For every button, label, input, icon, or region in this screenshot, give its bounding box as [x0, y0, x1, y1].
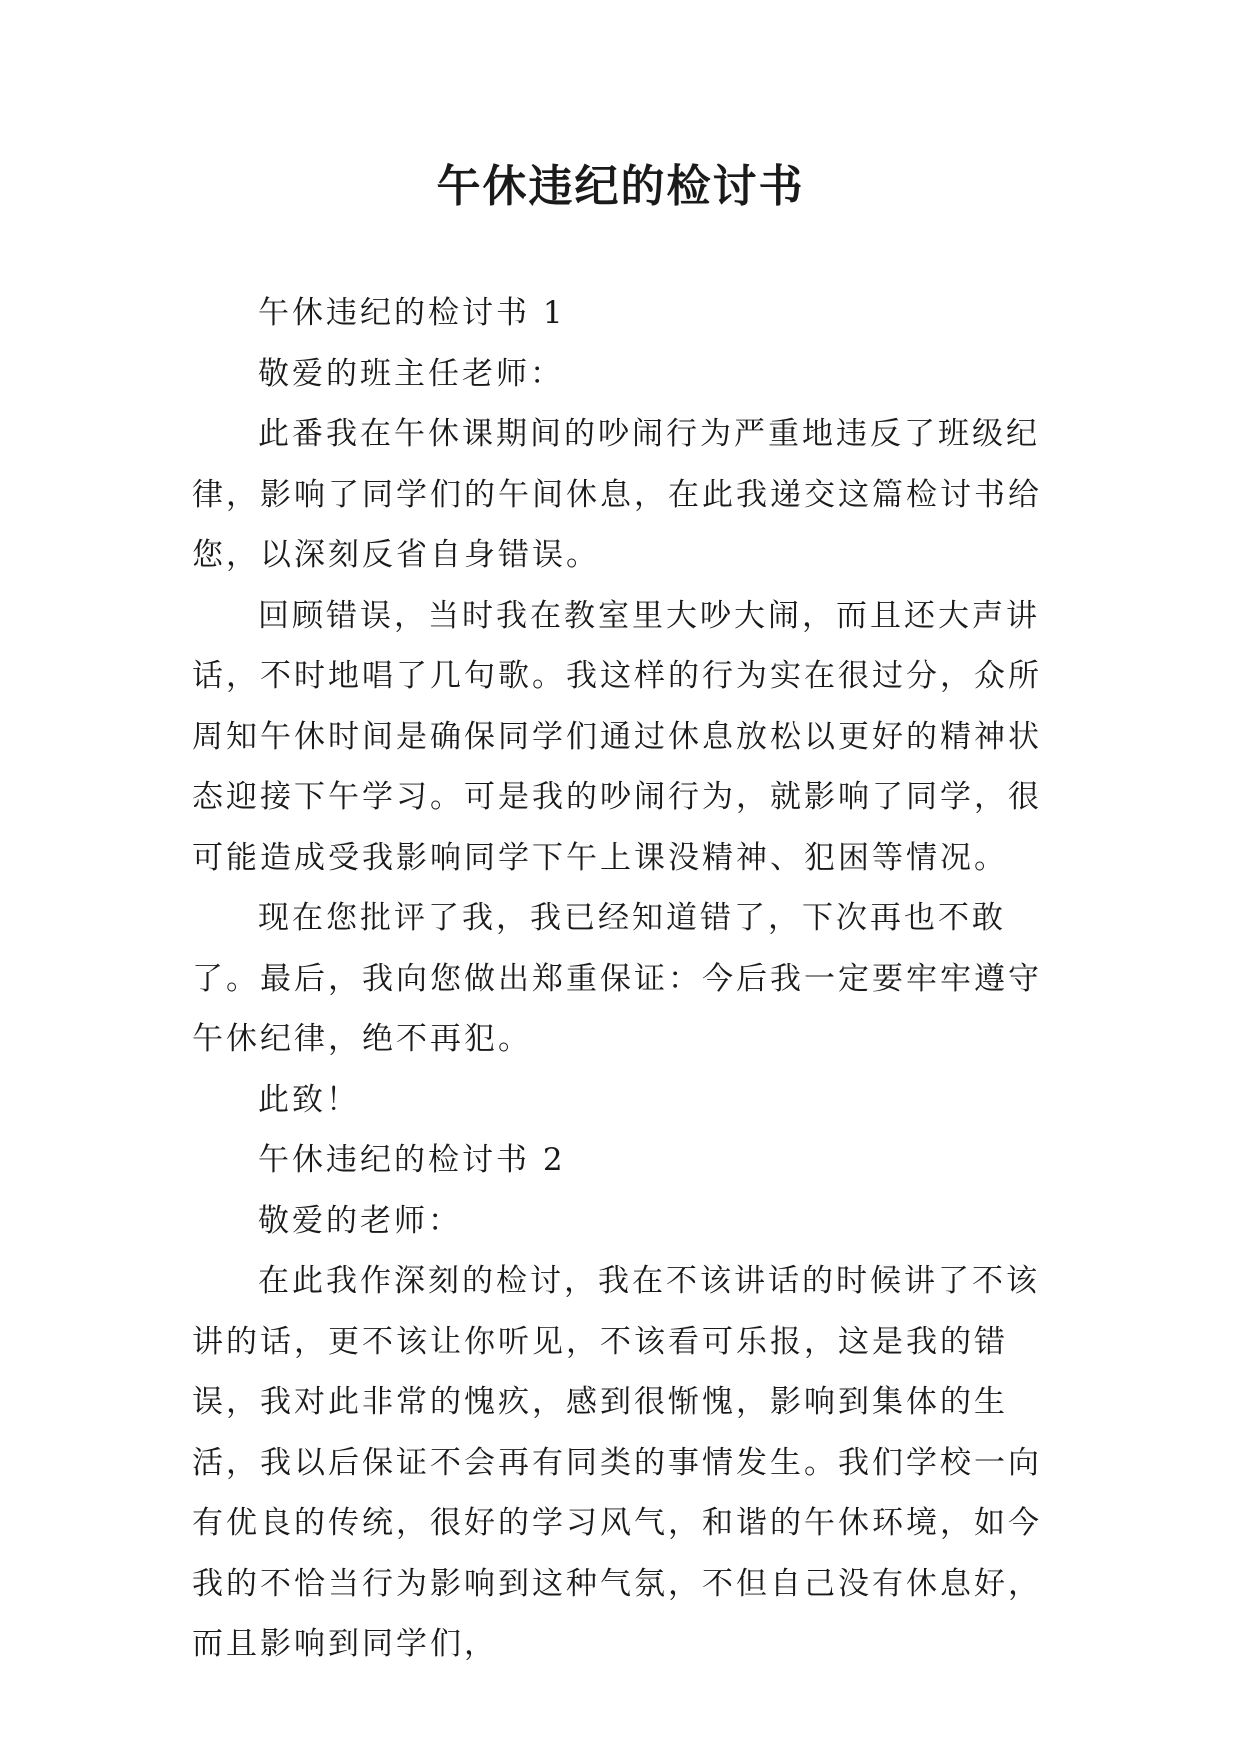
- document-title: 午休违纪的检讨书: [436, 161, 805, 212]
- document-body: [192, 283, 1052, 1675]
- salutation-2: 敬爱的老师：: [258, 1202, 462, 1239]
- paragraph: 此番我在午休课期间的吵闹行为严重地违反了班级纪律，影响了同学们的午间休息，在此我递交这篇检讨书给您，以深刻反省自身错误。: [192, 416, 1042, 573]
- section-heading-2: 午休违纪的检讨书 2: [258, 1142, 566, 1178]
- paragraph: 回顾错误，当时我在教室里大吵大闹，而且还大声讲话，不时地唱了几句歌。我这样的行为实在很过分，众所周知午休时间是确保同学们通过休息放松以更好的精神状态迎接下午学习。可是我的吵闹行为，就影响了同学，很可能造成受我影响同学下午上课没精神、犯困等情况。: [192, 597, 1042, 876]
- salutation-1: 敬爱的班主任老师：: [258, 355, 564, 392]
- section-heading-1: 午休违纪的检讨书 1: [258, 295, 566, 331]
- closing: 此致！: [258, 1081, 360, 1118]
- paragraph: 现在您批评了我，我已经知道错了，下次再也不敢了。最后，我向您做出郑重保证：今后我一定要牢牢遵守午休纪律，绝不再犯。: [192, 900, 1042, 1057]
- paragraph: 在此我作深刻的检讨，我在不该讲话的时候讲了不该讲的话，更不该让你听见，不该看可乐报，这是我的错误，我对此非常的愧疚，感到很惭愧，影响到集体的生活，我以后保证不会再有同类的事情发生。我们学校一向有优良的传统，很好的学习风气，和谐的午休环境，如今我的不恰当行为影响到这种气氛，不但自己没有休息好，而且影响到同学们，: [192, 1263, 1042, 1662]
